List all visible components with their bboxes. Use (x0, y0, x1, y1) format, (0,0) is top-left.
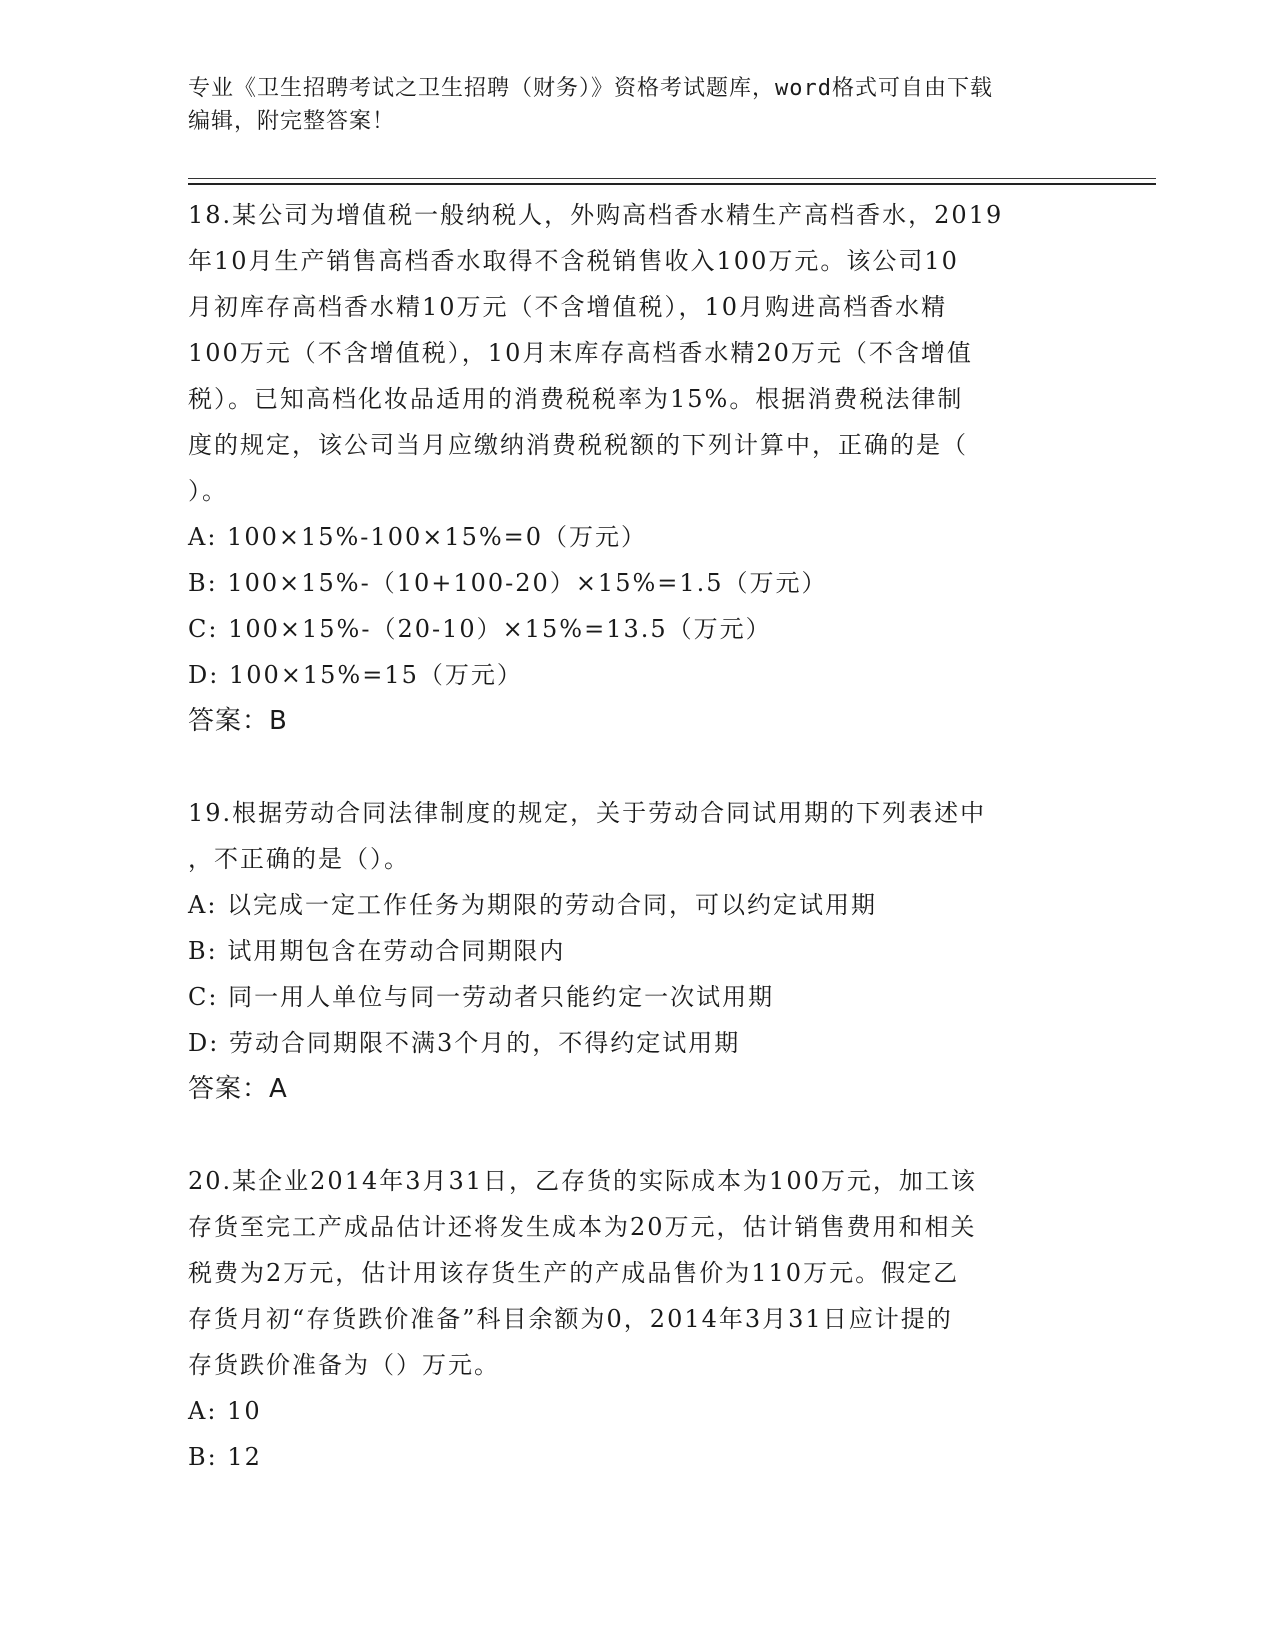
header-line-1: 专业《卫生招聘考试之卫生招聘（财务）》资格考试题库，word格式可自由下载 (188, 76, 993, 101)
question-stem-line: 存货跌价准备为（）万元。 (188, 1351, 500, 1379)
question-19 (188, 790, 1068, 1112)
question-stem-line: ）。 (188, 477, 228, 505)
question-stem-line: 年10月生产销售高档香水取得不含税销售收入100万元。该公司10 (188, 247, 959, 275)
answer-label: 答案：B (188, 706, 288, 736)
question-stem-line: 18.某公司为增值税一般纳税人，外购高档香水精生产高档香水，2019 (188, 201, 1004, 229)
header-divider-thick (188, 183, 1156, 185)
header-line-2: 编辑，附完整答案！ (188, 109, 396, 134)
option-a: A: 100×15%-100×15%=0（万元） (188, 523, 648, 551)
question-stem-line: 税）。已知高档化妆品适用的消费税税率为15%。根据消费税法律制 (188, 385, 964, 413)
question-stem-line: 月初库存高档香水精10万元（不含增值税），10月购进高档香水精 (188, 293, 948, 321)
question-stem-line: 100万元（不含增值税），10月末库存高档香水精20万元（不含增值 (188, 339, 973, 367)
document-header (188, 72, 1068, 138)
question-list (188, 192, 1068, 1480)
spacer (188, 744, 1068, 790)
option-c: C: 同一用人单位与同一劳动者只能约定一次试用期 (188, 983, 775, 1011)
question-stem-line: 存货月初“存货跌价准备”科目余额为0，2014年3月31日应计提的 (188, 1305, 953, 1333)
answer-label: 答案：A (188, 1074, 288, 1104)
question-20 (188, 1158, 1068, 1480)
option-c: C: 100×15%-（20-10）×15%=13.5（万元） (188, 615, 772, 643)
option-b: B: 试用期包含在劳动合同期限内 (188, 937, 566, 965)
option-a: A: 以完成一定工作任务为期限的劳动合同，可以约定试用期 (188, 891, 878, 919)
question-stem-line: ，不正确的是（）。 (188, 845, 410, 873)
header-divider-thin (188, 178, 1156, 179)
question-stem-line: 度的规定，该公司当月应缴纳消费税税额的下列计算中，正确的是（ (188, 431, 968, 459)
question-18 (188, 192, 1068, 744)
spacer (188, 1112, 1068, 1158)
question-stem-line: 税费为2万元，估计用该存货生产的产成品售价为110万元。假定乙 (188, 1259, 960, 1287)
option-d: D: 100×15%=15（万元） (188, 661, 523, 689)
question-stem-line: 19.根据劳动合同法律制度的规定，关于劳动合同试用期的下列表述中 (188, 799, 987, 827)
option-a: A: 10 (188, 1397, 262, 1425)
option-b: B: 12 (188, 1443, 262, 1471)
option-b: B: 100×15%-（10+100-20）×15%=1.5（万元） (188, 569, 828, 597)
question-stem-line: 存货至完工产成品估计还将发生成本为20万元，估计销售费用和相关 (188, 1213, 977, 1241)
option-d: D: 劳动合同期限不满3个月的，不得约定试用期 (188, 1029, 741, 1057)
question-stem-line: 20.某企业2014年3月31日，乙存货的实际成本为100万元，加工该 (188, 1167, 977, 1195)
